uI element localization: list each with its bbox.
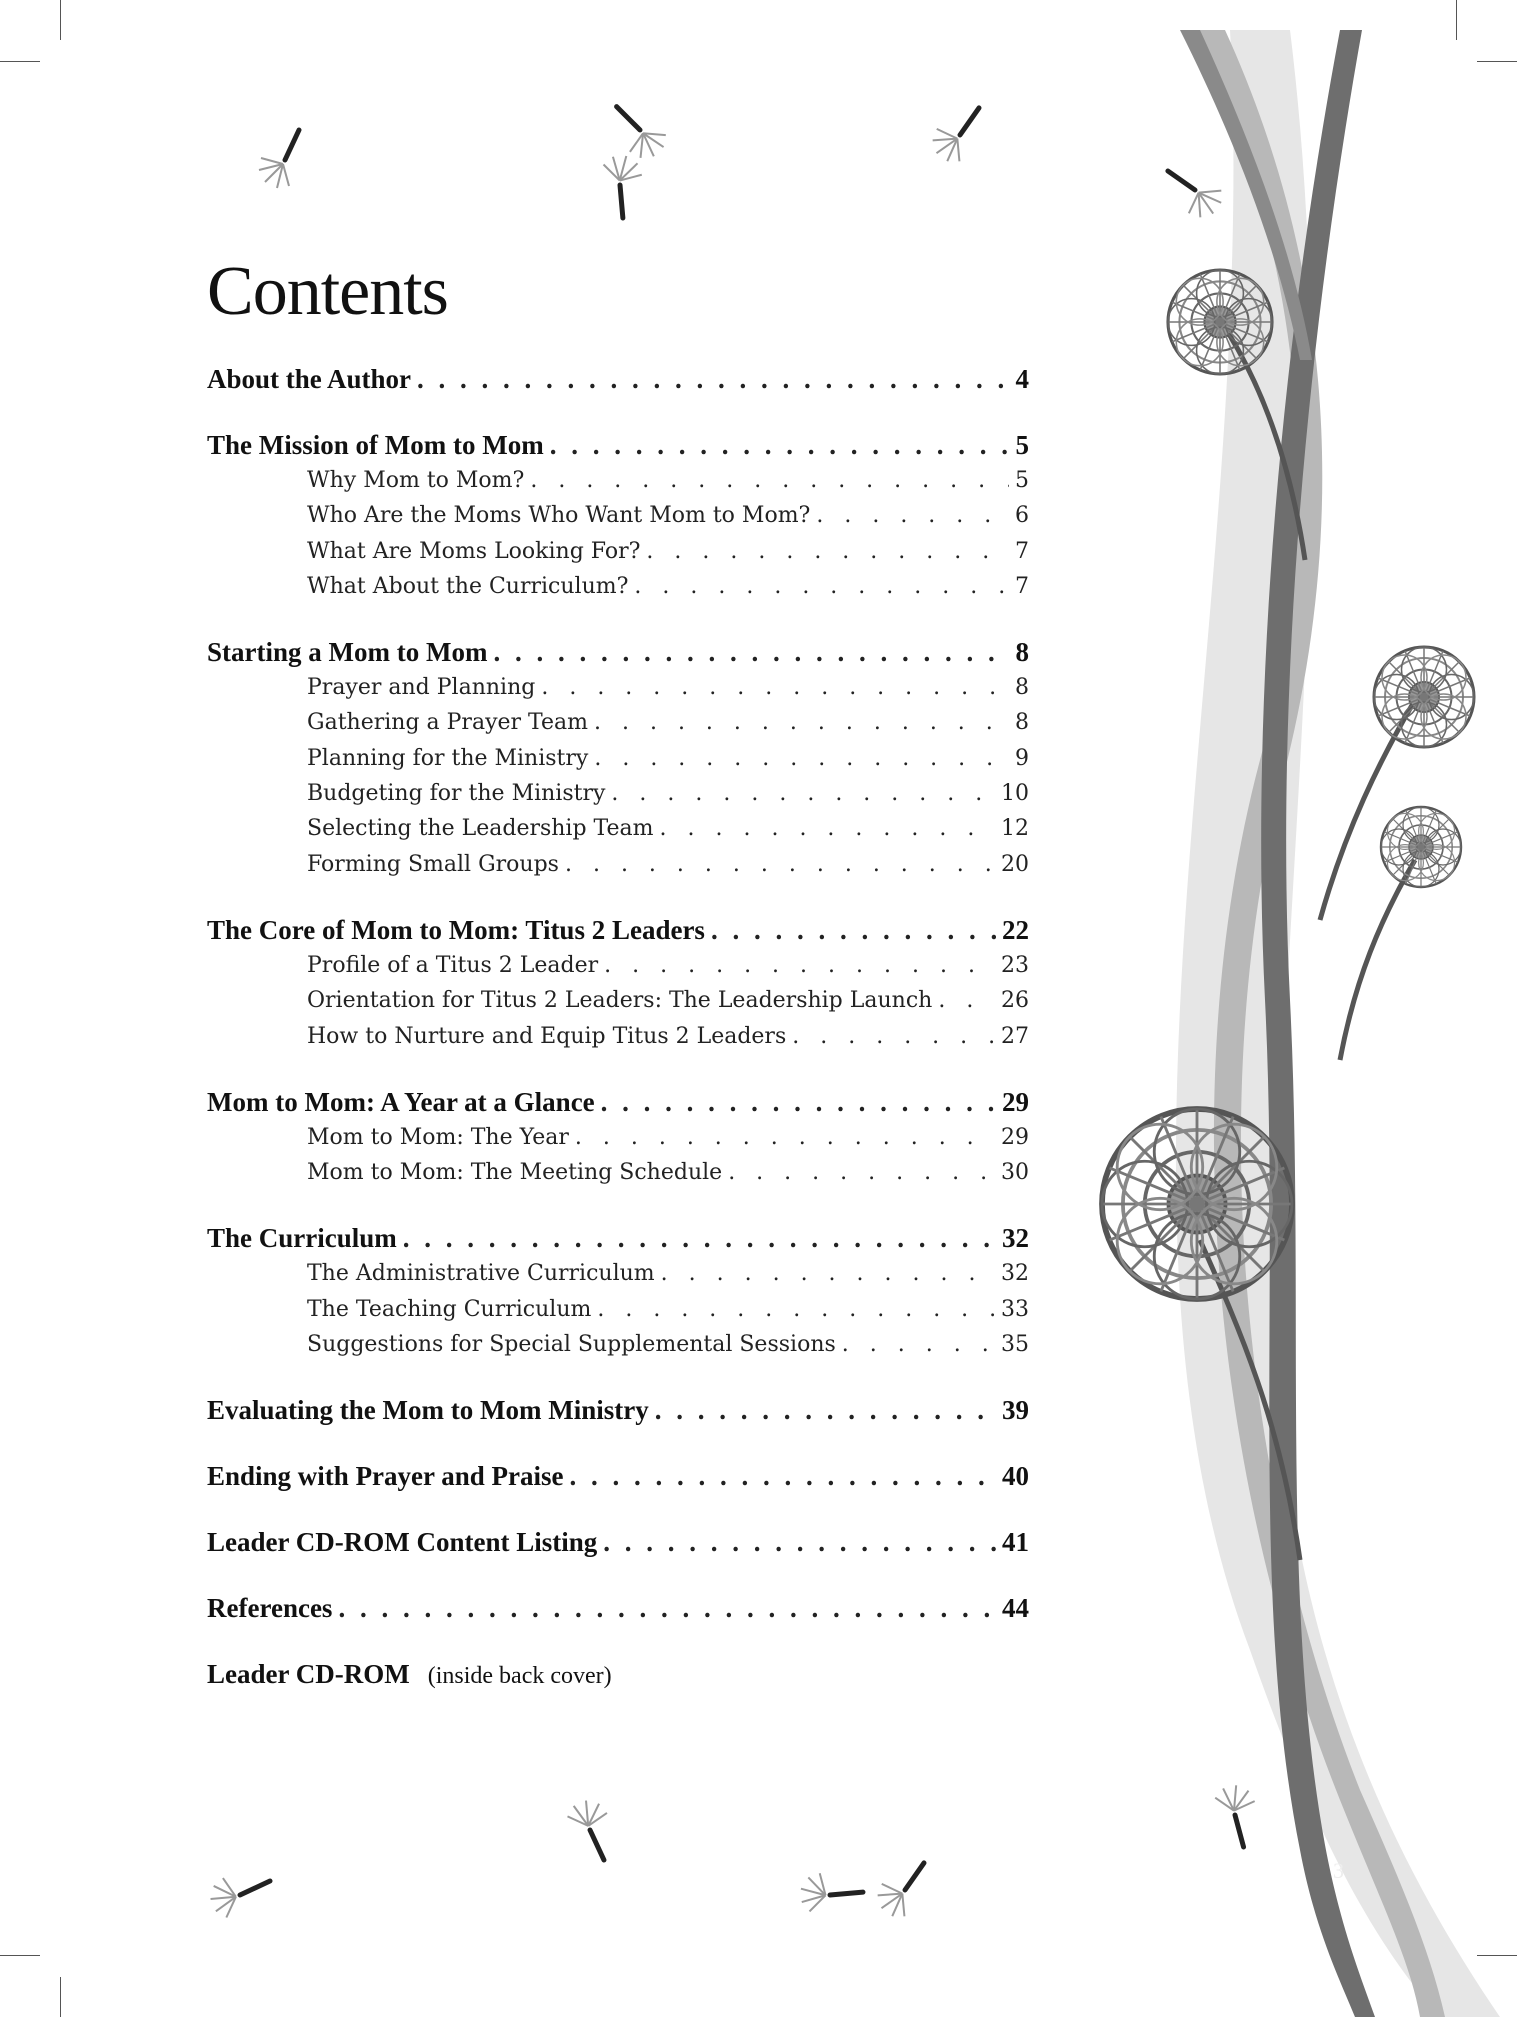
toc-subsection-page-number: 8 [1015, 710, 1029, 736]
toc-section-label: The Mission of Mom to Mom [207, 430, 544, 460]
toc-subsection-label: Prayer and Planning [307, 675, 536, 701]
toc-section-page-number: 41 [1002, 1527, 1029, 1558]
toc-subsection-label: The Teaching Curriculum [307, 1296, 592, 1322]
toc-subsection-page-number: 5 [1015, 468, 1029, 493]
dandelion-head [1102, 1109, 1292, 1299]
toc-section[interactable] [207, 635, 1029, 670]
toc-subsection[interactable] [207, 1256, 1029, 1291]
dot-leader [493, 635, 1009, 670]
floating-seed [202, 1855, 270, 1925]
dot-leader [792, 1019, 995, 1054]
toc-section[interactable] [207, 1525, 1029, 1560]
toc-subsection-page-number: 23 [1001, 952, 1029, 978]
toc-section[interactable] [207, 913, 1029, 948]
toc-subsection-label: Profile of a Titus 2 Leader [307, 952, 599, 978]
toc-section[interactable] [207, 1591, 1029, 1626]
toc-subsection-page-number: 10 [1001, 781, 1029, 807]
toc-section-page-number: 4 [1015, 364, 1029, 394]
section-gap [207, 1494, 1029, 1525]
dot-leader [634, 569, 1009, 604]
dot-leader [550, 428, 1010, 463]
floating-seed [594, 148, 658, 218]
toc-subsection[interactable] [207, 670, 1029, 705]
toc-subsection[interactable] [207, 1155, 1029, 1190]
toc-subsection[interactable] [207, 1292, 1029, 1327]
toc-section-page-number: 22 [1002, 914, 1029, 945]
section-gap [207, 1362, 1029, 1393]
toc-subsection-label: Planning for the Ministry [307, 745, 589, 771]
toc-subsection-page-number: 6 [1015, 503, 1029, 529]
page-title: Contents [207, 253, 448, 330]
toc-subsection-label: What About the Curriculum? [307, 573, 629, 599]
dot-leader [646, 534, 1009, 569]
dandelion-head [1381, 807, 1461, 887]
floating-seed [1206, 1777, 1274, 1847]
dot-leader [604, 948, 995, 983]
toc-subsection[interactable] [207, 847, 1029, 882]
dot-leader [338, 1591, 996, 1626]
toc-subsection-label: Mom to Mom: The Meeting Schedule [307, 1160, 723, 1186]
toc-cdrom-label: Leader CD-ROM [207, 1659, 410, 1690]
section-gap [207, 1428, 1029, 1459]
toc-cdrom-entry[interactable] [207, 1657, 1029, 1692]
toc-subsection-label: Forming Small Groups [307, 851, 559, 877]
dot-leader [601, 1085, 996, 1120]
dot-leader [530, 463, 1009, 498]
toc-subsection[interactable] [207, 948, 1029, 983]
toc-section[interactable] [207, 362, 1029, 397]
toc-subsection-page-number: 30 [1001, 1160, 1029, 1186]
toc-subsection-page-number: 27 [1001, 1023, 1029, 1049]
toc-subsection[interactable] [207, 1327, 1029, 1362]
dot-leader [565, 847, 995, 882]
toc-section[interactable] [207, 428, 1029, 463]
toc-section-page-number: 40 [1002, 1461, 1029, 1492]
toc-subsection-page-number: 8 [1015, 675, 1029, 701]
dot-leader [711, 913, 996, 948]
dot-leader [611, 776, 995, 811]
toc-subsection-label: Budgeting for the Ministry [307, 781, 606, 807]
section-gap [207, 1190, 1029, 1221]
page-number: 3 [1333, 1858, 1344, 1883]
toc-section[interactable] [207, 1459, 1029, 1494]
section-gap [207, 1560, 1029, 1591]
toc-subsection-page-number: 9 [1015, 745, 1029, 771]
dot-leader [660, 811, 995, 846]
toc-section-page-number: 8 [1015, 637, 1029, 668]
floating-seed [560, 1792, 630, 1860]
dot-leader [816, 498, 1009, 533]
toc-subsection[interactable] [207, 983, 1029, 1018]
toc-subsection-label: What Are Moms Looking For? [307, 538, 641, 564]
toc-section-label: The Core of Mom to Mom: Titus 2 Leaders [207, 914, 705, 945]
stem [1340, 860, 1415, 1060]
dot-leader [603, 1525, 996, 1560]
toc-section-page-number: 39 [1002, 1395, 1029, 1426]
toc-subsection-page-number: 7 [1015, 538, 1029, 564]
toc-subsection[interactable] [207, 1019, 1029, 1054]
section-gap [207, 604, 1029, 635]
toc-subsection-label: Gathering a Prayer Team [307, 710, 588, 736]
dot-leader [594, 741, 1009, 776]
toc-subsection-label: The Administrative Curriculum [307, 1261, 655, 1287]
section-gap [207, 882, 1029, 913]
toc-section-label: About the Author [207, 364, 412, 394]
dot-leader [661, 1256, 995, 1291]
toc-subsection-page-number: 32 [1001, 1261, 1029, 1287]
toc-subsection-page-number: 26 [1001, 988, 1029, 1014]
toc-subsection-page-number: 7 [1015, 573, 1029, 599]
toc-subsection-label: Who Are the Moms Who Want Mom to Mom? [307, 503, 811, 529]
toc-section-label: The Curriculum [207, 1223, 397, 1254]
toc-subsection-page-number: 29 [1001, 1124, 1029, 1150]
toc-subsection-page-number: 20 [1001, 851, 1029, 877]
toc-cdrom-note: (inside back cover) [427, 1663, 612, 1690]
toc-subsection-page-number: 12 [1001, 816, 1029, 842]
toc-section-label: Mom to Mom: A Year at a Glance [207, 1086, 595, 1117]
floating-seed [875, 1856, 924, 1920]
toc-subsection[interactable] [207, 534, 1029, 569]
toc-subsection[interactable] [207, 705, 1029, 740]
section-gap [207, 1054, 1029, 1085]
toc-section-label: Leader CD-ROM Content Listing [207, 1527, 598, 1558]
toc-subsection-label: Mom to Mom: The Year [307, 1124, 569, 1150]
dot-leader [541, 670, 1009, 705]
toc-subsection-page-number: 35 [1001, 1332, 1029, 1358]
dot-leader [938, 983, 995, 1018]
section-gap [207, 397, 1029, 428]
dot-leader [570, 1459, 996, 1494]
toc-section[interactable] [207, 1221, 1029, 1256]
table-of-contents [207, 362, 1029, 1692]
dot-leader [728, 1155, 995, 1190]
toc-subsection[interactable] [207, 463, 1029, 498]
toc-subsection[interactable] [207, 776, 1029, 811]
toc-subsection-label: Selecting the Leadership Team [307, 816, 654, 842]
dandelion-head [1168, 270, 1272, 374]
toc-subsection-label: How to Nurture and Equip Titus 2 Leaders [307, 1023, 787, 1049]
dot-leader [655, 1393, 996, 1428]
toc-section-page-number: 32 [1002, 1223, 1029, 1254]
floating-seed [259, 130, 299, 188]
toc-subsection-label: Suggestions for Special Supplemental Sessions [307, 1332, 836, 1358]
toc-subsection-page-number: 33 [1001, 1296, 1029, 1322]
toc-subsection[interactable] [207, 1120, 1029, 1155]
toc-subsection-label: Why Mom to Mom? [307, 468, 525, 493]
toc-section-page-number: 44 [1002, 1593, 1029, 1624]
toc-section-label: Ending with Prayer and Praise [207, 1461, 564, 1492]
dot-leader [417, 362, 1009, 397]
toc-section-page-number: 29 [1002, 1086, 1029, 1117]
floating-seed [1161, 171, 1225, 220]
toc-section-label: Evaluating the Mom to Mom Ministry [207, 1395, 649, 1426]
toc-subsection[interactable] [207, 569, 1029, 604]
toc-section-label: Starting a Mom to Mom [207, 637, 488, 668]
dot-leader [403, 1221, 996, 1256]
toc-subsection[interactable] [207, 811, 1029, 846]
dot-leader [842, 1327, 995, 1362]
floating-seed [930, 101, 979, 165]
toc-section-label: References [207, 1593, 333, 1624]
toc-subsection-label: Orientation for Titus 2 Leaders: The Leadership Launch [307, 988, 933, 1014]
dot-leader [594, 705, 1009, 740]
dot-leader [575, 1120, 995, 1155]
toc-section[interactable] [207, 1393, 1029, 1428]
toc-subsection[interactable] [207, 741, 1029, 776]
floating-seed [603, 107, 671, 164]
toc-section-page-number: 5 [1015, 430, 1029, 460]
floating-seed [793, 1857, 863, 1921]
dot-leader [597, 1292, 995, 1327]
toc-section[interactable] [207, 1085, 1029, 1120]
toc-subsection[interactable] [207, 498, 1029, 533]
dandelion-head [1374, 647, 1474, 747]
